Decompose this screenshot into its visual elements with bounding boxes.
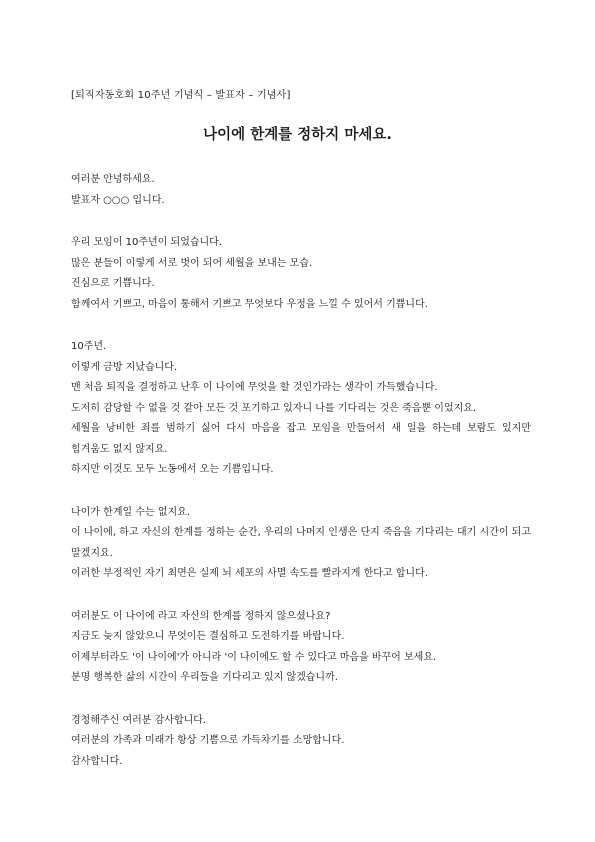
text-line: 이렇게 금방 지났습니다. [71,361,178,373]
text-line: 우리 모임이 10주년이 되었습니다. [71,237,223,248]
text-line: 발표자 ○○○ 입니다. [71,194,165,206]
text-line: 도저히 감당할 수 없을 것 같아 모든 것 포기하고 있자니 나를 기다리는 것은 죽음뿐 이었지요. [71,402,477,414]
paragraph-anniversary [71,233,531,315]
text-line: 지금도 늦지 않았으니 무엇이든 결심하고 도전하기를 바랍니다. [71,631,345,642]
speech-body [71,170,531,794]
text-line: 맨 처음 퇴직을 결정하고 난후 이 나이에 무엇을 할 것인가라는 생각이 가득했습니다. [71,382,438,393]
text-line: 분명 행복한 삶의 시간이 우리들을 기다리고 있지 않겠습니까. [71,672,338,683]
paragraph-challenge [71,607,531,689]
text-line: 많은 분들이 이렇게 서로 벗이 되어 세월을 보내는 모습. [71,257,313,269]
text-line: 이 나이에, 하고 자신의 한계를 정하는 순간, 우리의 나머지 인생은 단지 죽음을 기다리는 대기 시간이 되고 말겠지요. [71,527,531,559]
text-line: 이러한 부정적인 자기 최면은 실제 뇌 세포의 사멸 속도를 빨라지게 한다고 합니다. [71,568,428,579]
text-line: 여러분도 이 나이에 라고 자신의 한계를 정하지 않으셨나요? [71,610,331,622]
text-line: 이제부터라도 '이 나이에'가 아니라 '이 나이에도 할 수 있다고 마음을 바꾸어 보세요. [71,651,437,663]
text-line: 진심으로 기쁩니다. [71,278,155,289]
paragraph-greeting [71,170,531,211]
text-line: 하지만 이것도 모두 노동에서 오는 기쁨입니다. [71,464,274,475]
event-header-tag: [퇴직자동호회 10주년 기념식 – 발표자 – 기념사] [71,90,291,101]
text-line: 10주년. [71,341,107,352]
speech-title: 나이에 한계를 정하지 마세요. [203,127,392,143]
text-line: 감사합니다. [71,755,123,767]
text-line: 함께여서 기쁘고, 마음이 통해서 기쁘고 무엇보다 우정을 느낄 수 있어서 기쁩니다. [71,298,428,310]
text-line: 여러분 안녕하세요. [71,174,155,185]
text-line: 나이가 한계일 수는 없지요. [71,506,190,518]
paragraph-closing [71,711,531,773]
paragraph-ten-years [71,337,531,481]
text-line: 여러분의 가족과 미래가 항상 기쁨으로 가득차기를 소망합니다. [71,735,345,746]
text-line: 경청해주신 여러분 감사합니다. [71,714,207,726]
paragraph-age-limit [71,503,531,585]
text-line: 세월을 낭비한 죄를 범하기 싫어 다시 마음을 잡고 모임을 만들어서 새 일을 하는데 보람도 있지만 힘겨움도 없지 않지요. [71,423,531,455]
